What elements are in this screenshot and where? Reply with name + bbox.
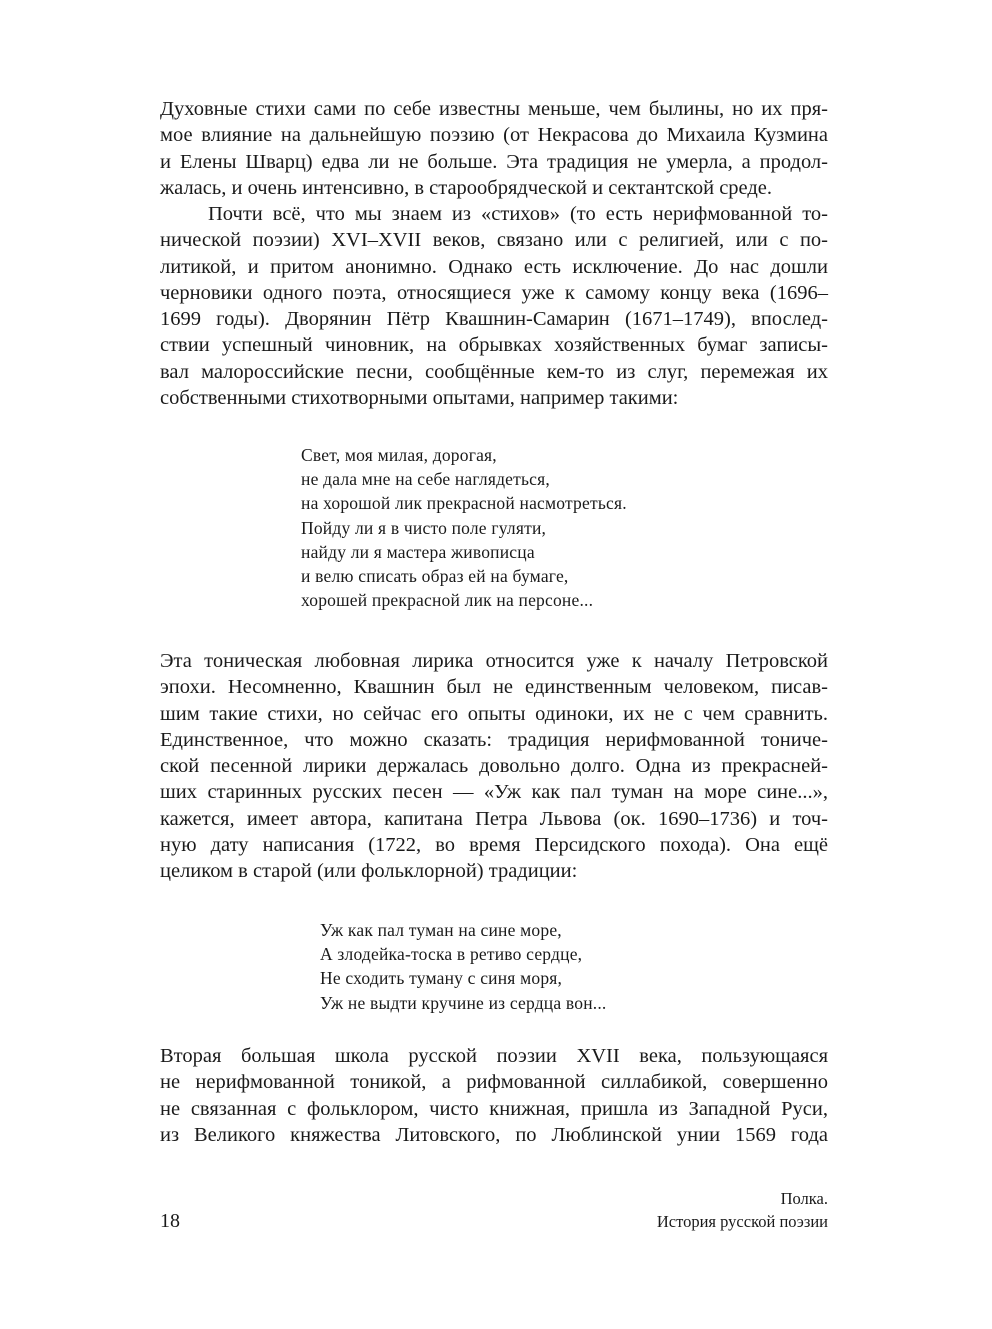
text-line: эпохи. Несомненно, Квашнин был не единственным человеком, писав- — [160, 676, 828, 699]
text-line: ской песенной лирики держалась довольно долго. Одна из прекрасней- — [160, 755, 828, 778]
text-line: Почти всё, что мы знаем из «стихов» (то есть нерифмованной то- — [208, 203, 828, 225]
text-line: не нерифмованной тоникой, а рифмованной силлабикой, совершенно — [160, 1071, 828, 1094]
running-title-line-1: Полка. — [780, 1189, 828, 1208]
paragraph-4 — [160, 1043, 828, 1148]
running-title-line-2: История русской поэзии — [656, 1212, 828, 1231]
verse-line: и велю списать образ ей на бумаге, — [301, 565, 569, 586]
text-line: Духовные стихи сами по себе известны меньше, чем былины, но их пря- — [160, 98, 828, 120]
text-line: целиком в старой (или фольклорной) традиции: — [160, 860, 578, 883]
text-line: 1699 годы). Дворянин Пётр Квашнин-Самарин (1671–1749), впослед- — [160, 308, 828, 331]
page-number: 18 — [160, 1210, 180, 1232]
text-line: не связанная с фольклором, чисто книжная, пришла из Западной Руси, — [160, 1097, 828, 1120]
paragraph-2 — [160, 201, 828, 411]
text-line: шим такие стихи, но сейчас его опыты одиноки, их не с чем сравнить. — [160, 702, 828, 725]
paragraph-1 — [160, 96, 828, 201]
text-line: литикой, и притом анонимно. Однако есть исключение. До нас дошли — [160, 255, 828, 278]
verse-line: Не сходить туману с синя моря, — [320, 968, 563, 989]
text-line: и Елены Шварц) едва ли не больше. Эта традиция не умерла, а продол- — [160, 150, 828, 173]
verse-line: найду ли я мастера живописца — [301, 541, 535, 562]
text-line: ствии успешный чиновник, на обрывках хозяйственных бумаг записы- — [160, 334, 828, 357]
text-line: мое влияние на дальнейшую поэзию (от Некрасова до Михаила Кузмина — [160, 124, 828, 147]
verse-line: Уж не выдти кручине из сердца вон... — [320, 992, 607, 1013]
text-line: Эта тоническая любовная лирика относится уже к началу Петровской — [160, 650, 828, 672]
text-line: Единственное, что можно сказать: традиция нерифмованной тониче- — [160, 728, 828, 751]
text-line: ную дату написания (1722, во время Персидского похода). Она ещё — [160, 834, 828, 857]
text-line: ших старинных русских песен — «Уж как пал туман на море сине...», — [160, 781, 828, 804]
verse-line: на хорошой лик прекрасной насмотреться. — [301, 493, 627, 514]
verse-quote-1 — [301, 443, 627, 612]
text-line: черновики одного поэта, относящиеся уже к самому концу века (1696– — [160, 281, 828, 304]
verse-line: Уж как пал туман на сине море, — [320, 920, 562, 940]
text-line: собственными стихотворными опытами, например такими: — [160, 387, 679, 410]
verse-quote-2 — [320, 918, 607, 1015]
text-line: вал малороссийские песни, сообщённые кем-то из слуг, перемежая их — [160, 360, 828, 383]
verse-line: хорошей прекрасной лик на персоне... — [301, 590, 594, 611]
verse-line: Свет, моя милая, дорогая, — [301, 445, 497, 465]
paragraph-3 — [160, 648, 828, 885]
verse-line: А злодейка-тоска в ретиво сердце, — [320, 944, 583, 965]
text-line: нической поэзии) XVI–XVII веков, связано или с религией, или с по- — [160, 229, 828, 252]
text-line: Вторая большая школа русской поэзии XVII века, пользующаяся — [160, 1045, 828, 1067]
verse-line: не дала мне на себе наглядеться, — [301, 469, 550, 490]
text-line: из Великого княжества Литовского, по Люблинской унии 1569 года — [160, 1123, 828, 1146]
verse-line: Пойду ли я в чисто поле гуляти, — [301, 517, 547, 538]
running-title — [657, 1187, 828, 1233]
text-line: жалась, и очень интенсивно, в старообрядческой и сектантской среде. — [160, 176, 773, 199]
text-line: кажется, имеет автора, капитана Петра Львова (ок. 1690–1736) и точ- — [160, 807, 828, 830]
